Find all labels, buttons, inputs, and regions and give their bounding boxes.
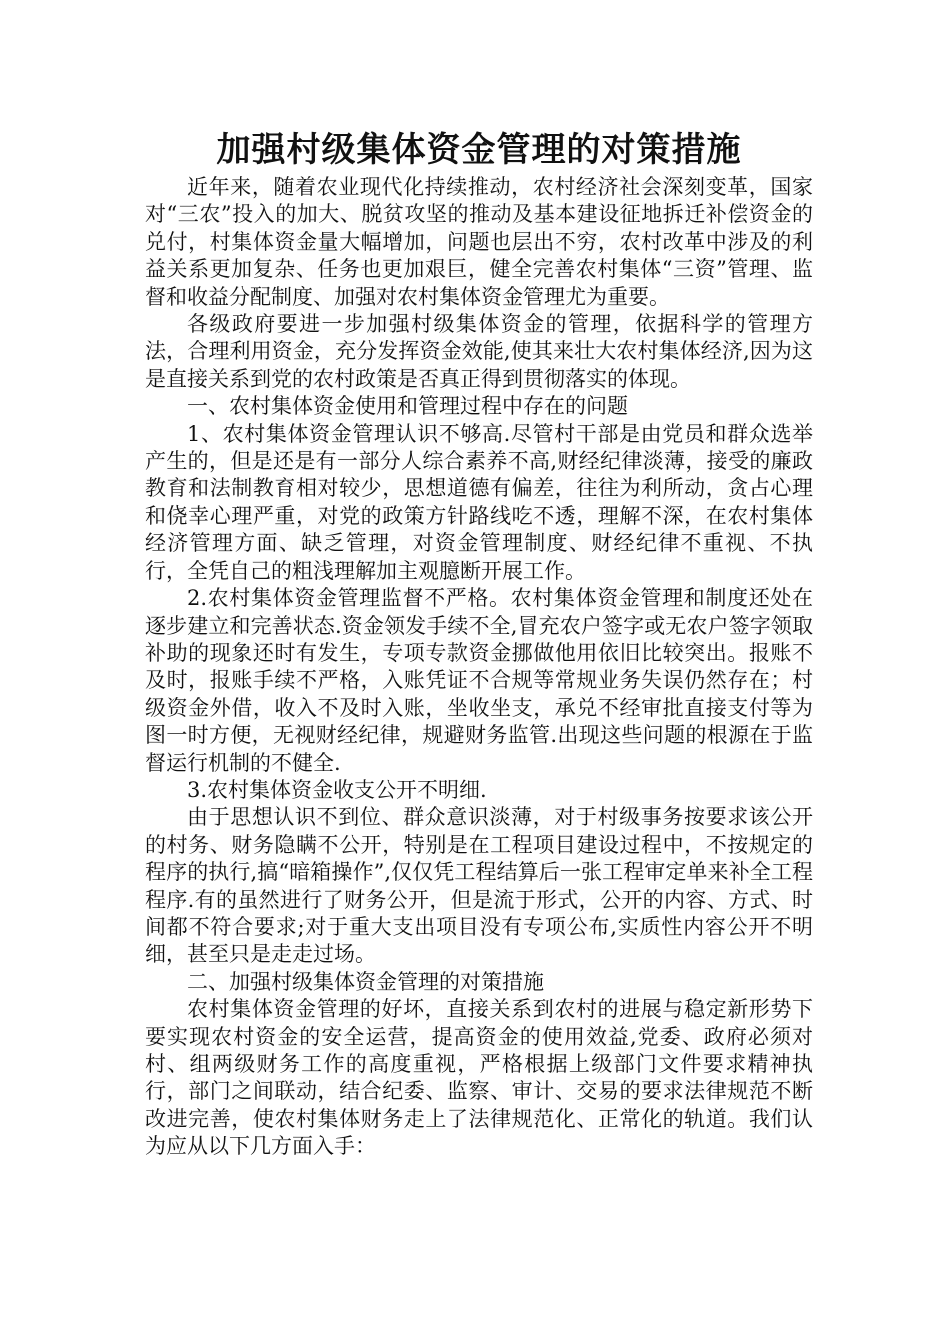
section-two-heading: 二、加强村级集体资金管理的对策措施 [187,969,544,994]
section-one-heading: 一、农村集体资金使用和管理过程中存在的问题 [187,394,628,419]
problem-three-paragraph: 由于思想认识不到位、群众意识淡薄，对于村级事务按要求该公开的村务、财务隐瞒不公开，特别是在工程项目建设过程中，不按规定的程序的执行,搞“暗箱操作”,仅仅凭工程结算后一张工程审定单来补全工程程序.有的虽然进行了财务公开，但是流于形式，公开的内容、方式、时间都不符合要求;对于重大支出项目没有专项公布,实质性内容公开不明细，甚至只是走走过场。 [145,805,813,967]
government-paragraph: 各级政府要进一步加强村级集体资金的管理，依据科学的管理方法，合理利用资金，充分发挥资金效能,使其来壮大农村集体经济,因为这是直接关系到党的农村政策是否真正得到贯彻落实的体现。 [145,312,813,391]
measures-paragraph: 农村集体资金管理的好坏，直接关系到农村的进展与稳定新形势下要实现农村资金的安全运营，提高资金的使用效益,党委、政府必须对村、组两级财务工作的高度重视，严格根据上级部门文件要求精神执行，部门之间联动，结合纪委、监察、审计、交易的要求法律规范不断改进完善，使农村集体财务走上了法律规范化、正常化的轨道。我们认为应从以下几方面入手： [145,997,813,1159]
problem-two-paragraph: 2.农村集体资金管理监督不严格。农村集体资金管理和制度还处在逐步建立和完善状态.资金领发手续不全,冒充农户签字或无农户签字领取补助的现象还时有发生，专项专款资金挪做他用依旧比较突出。报账不及时，报账手续不严格，入账凭证不合规等常规业务失误仍然存在；村级资金外借，收入不及时入账，坐收坐支，承兑不经审批直接支付等为图一时方便，无视财经纪律，规避财务监管.出现这些问题的根源在于监督运行机制的不健全. [145,586,813,775]
problem-one-paragraph: 1、农村集体资金管理认识不够高.尽管村干部是由党员和群众选举产生的，但是还是有一部分人综合素养不高,财经纪律淡薄，接受的廉政教育和法制教育相对较少，思想道德有偏差，往往为利所动，贪占心理和侥幸心理严重，对党的政策方针路线吃不透，理解不深，在农村集体经济管理方面、缺乏管理，对资金管理制度、财经纪律不重视、不执行，全凭自己的粗浅理解加主观臆断开展工作。 [145,421,813,583]
document-page [145,128,813,1161]
document-title: 加强村级集体资金管理的对策措施 [216,130,742,170]
intro-paragraph: 近年来，随着农业现代化持续推动，农村经济社会深刻变革，国家对“三农”投入的加大、脱贫攻坚的推动及基本建设征地拆迁补偿资金的兑付，村集体资金量大幅增加，问题也层出不穷，农村改革中涉及的利益关系更加复杂、任务也更加艰巨，健全完善农村集体“三资”管理、监督和收益分配制度、加强对农村集体资金管理尤为重要。 [145,175,813,309]
problem-three-heading: 3.农村集体资金收支公开不明细. [187,777,487,802]
